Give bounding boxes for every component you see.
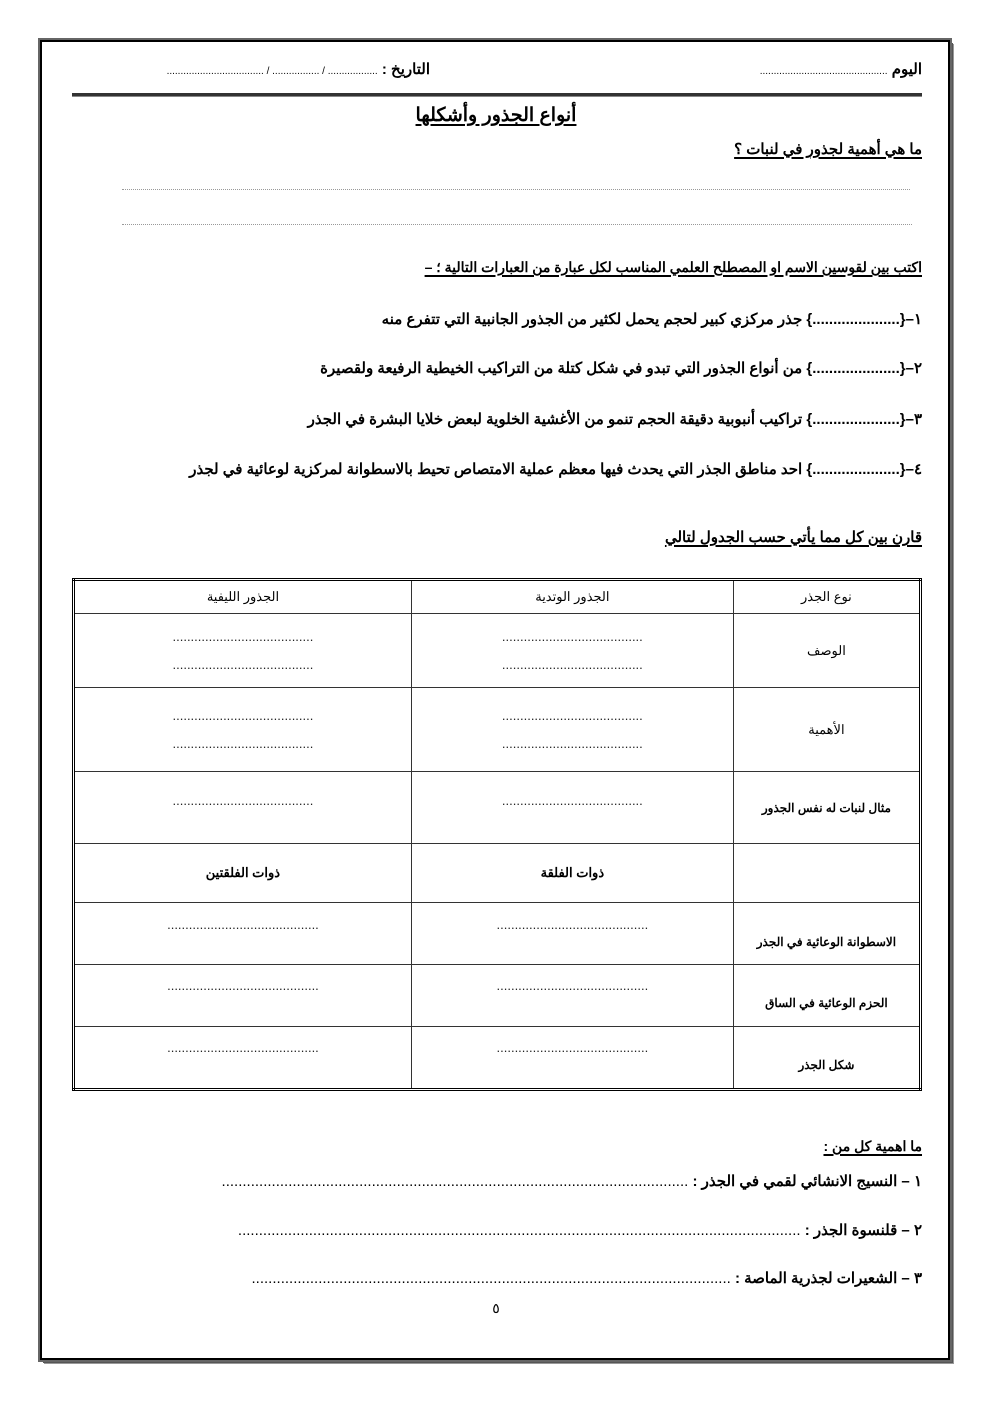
answer-cell[interactable]: ....................................... ....................................... [74,688,412,772]
term-blank[interactable]: {.....................} [806,311,906,328]
term-item-4 [189,460,922,478]
term-number: ٢– [905,360,922,377]
answer-cell[interactable]: .......................................... [411,903,733,965]
term-text: تراكيب أنبوبية دقيقة الحجم تنمو من الأغشية الخلوية لبعض خلايا البشرة في الجذر [307,411,803,428]
answer-cell[interactable]: .......................................... [74,965,412,1027]
item-answer-line[interactable]: ....................................................................................................................................... [237,1222,801,1239]
row-label: الحزم الوعائية في الساق [733,965,920,1027]
compare-instruction: قارن بين كل مما يأتي حسب الجدول لتالي [664,529,922,546]
term-text: جذر مركزي كبير لحجم يحمل لكثير من الجذور الجانبية التي تتفرع منه [381,311,803,328]
answer-cell[interactable]: .......................................... [74,903,412,965]
date-value[interactable]: .................. / ................. / ................................... [166,66,378,77]
table-row [74,903,921,965]
term-blank[interactable]: {.....................} [806,411,906,428]
header-taproots: الجذور الوتدية [411,580,733,614]
terms-instruction: اكتب بين لقوسين الاسم او المصطلح العلمي المناسب لكل عبارة من العبارات التالية ؛ – [424,259,922,275]
answer-cell[interactable]: ....................................... ....................................... [411,614,733,688]
term-item-1 [382,310,922,328]
row-label: شكل الجذر [733,1027,920,1090]
header-fibrous-roots: الجذور الليفية [74,580,412,614]
row-label: الأهمية [733,688,920,772]
row-label: الوصف [733,614,920,688]
subheader-monocots: ذوات الفلقة [411,844,733,903]
importance-title: ما اهمية كل من : [823,1138,922,1154]
answer-line-2[interactable] [122,224,912,225]
answer-cell[interactable]: .......................................... [74,1027,412,1090]
item-number: ١ – [901,1173,922,1190]
importance-item-1 [90,1172,922,1190]
row-label: مثال لنبات له نفس الجذور [733,772,920,844]
table-row [74,688,921,772]
date-label: التاريخ : [381,61,430,78]
term-item-2 [320,359,922,377]
term-blank[interactable]: {.....................} [806,360,906,377]
item-number: ٣ – [901,1270,922,1287]
answer-cell[interactable]: ....................................... [411,772,733,844]
term-text: احد مناطق الجذر التي يحدث فيها معظم عملية الامتصاص تحيط بالاسطوانة لمركزية لوعائية في لجذر [189,461,803,478]
row-label-empty [733,844,920,903]
date-field [70,60,430,78]
page-number: ٥ [492,1300,500,1316]
importance-item-2 [90,1221,922,1239]
item-answer-line[interactable]: ................................................................................................................ [221,1173,689,1190]
item-text: الشعيرات لجذرية الماصة : [734,1270,898,1287]
term-number: ٣– [905,411,922,428]
table-row [74,1027,921,1090]
table-row [74,844,921,903]
subheader-dicots: ذوات الفلقتين [74,844,412,903]
term-number: ٤– [905,461,922,478]
item-answer-line[interactable]: ................................................................................................................... [251,1270,731,1287]
answer-cell[interactable]: ....................................... ....................................... [411,688,733,772]
item-text: قلنسوة الجذر : [804,1222,898,1239]
item-text: النسيج الانشائي لقمي في الجذر : [692,1173,898,1190]
day-label: اليوم [891,61,922,78]
answer-line-1[interactable] [122,189,910,190]
page-title: أنواع الجذور وأشكلها [415,105,577,126]
table-row [74,965,921,1027]
answer-cell[interactable]: ....................................... [74,772,412,844]
term-item-3 [308,410,922,428]
day-field [760,60,922,78]
term-number: ١– [905,311,922,328]
row-label: الاسطوانة الوعائية في الجذر [733,903,920,965]
table-row [74,772,921,844]
question-importance-of-roots: ما هي أهمية لجذور في لنبات ؟ [734,141,922,158]
header-root-type: نوع الجذر [733,580,920,614]
term-blank[interactable]: {.....................} [806,461,906,478]
day-dots[interactable]: .............................................. [759,66,888,77]
importance-item-3 [90,1269,922,1287]
table-row [74,614,921,688]
term-text: من أنواع الجذور التي تبدو في شكل كتلة من التراكيب الخيطية الرفيعة ولقصيرة [320,360,803,377]
answer-cell[interactable]: .......................................... [411,965,733,1027]
header-divider [72,93,922,97]
item-number: ٢ – [901,1222,922,1239]
answer-cell[interactable]: .......................................... [411,1027,733,1090]
table-header-row [74,580,921,614]
comparison-table [72,578,922,1091]
answer-cell[interactable]: ....................................... ....................................... [74,614,412,688]
